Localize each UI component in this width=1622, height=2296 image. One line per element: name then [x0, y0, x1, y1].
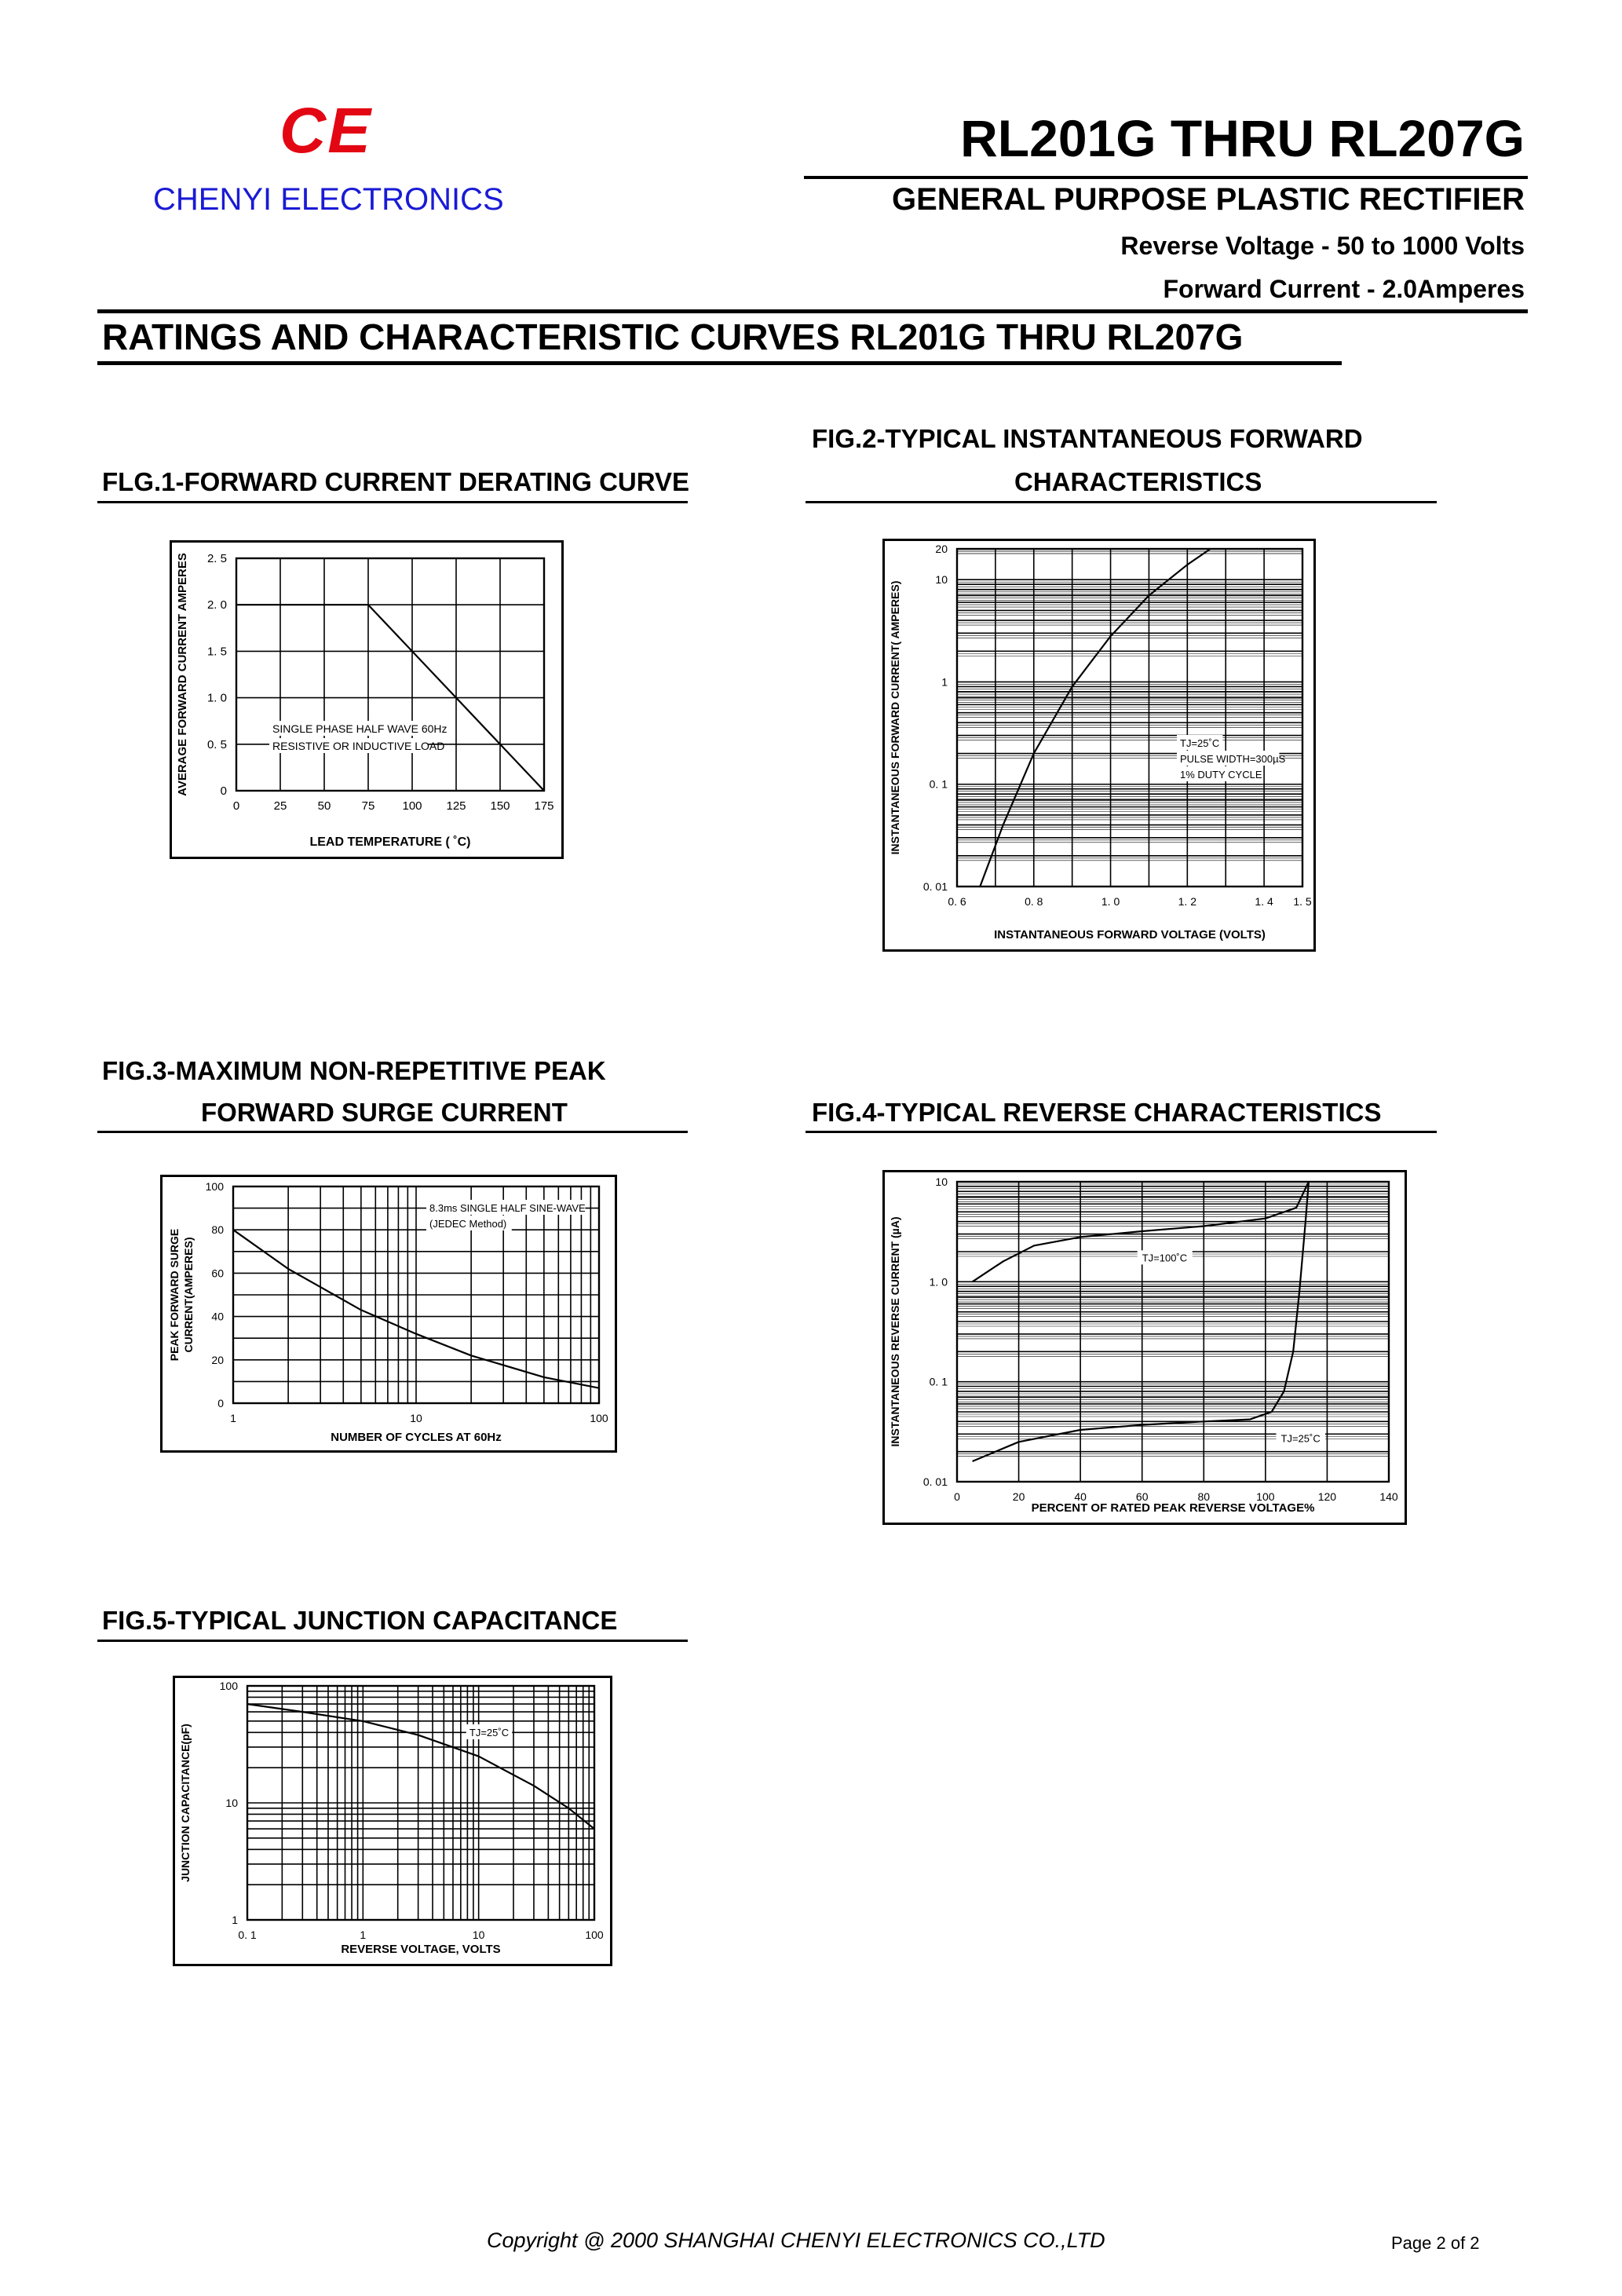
y-axis-label: AVERAGE FORWARD CURRENT AMPERES: [176, 553, 189, 796]
x-tick-label: 40: [1074, 1490, 1087, 1503]
fig4-title-rule: [806, 1131, 1437, 1133]
fig2-title-rule: [806, 501, 1437, 503]
x-tick-label: 175: [534, 799, 554, 813]
fig2-title-line2: CHARACTERISTICS: [1014, 467, 1262, 496]
fig3-title-line2: FORWARD SURGE CURRENT: [201, 1098, 568, 1127]
x-tick-label: 140: [1379, 1490, 1398, 1503]
section-heading: RATINGS AND CHARACTERISTIC CURVES RL201G THRU RL207G: [102, 316, 1244, 357]
x-tick-label: 10: [472, 1929, 485, 1941]
header-rule: [804, 176, 1528, 179]
x-tick-label: 50: [317, 799, 331, 813]
x-tick-label: 125: [446, 799, 466, 813]
series-label: TJ=25˚C: [1280, 1432, 1321, 1445]
x-tick-label: 60: [1135, 1490, 1149, 1503]
x-tick-label: 1: [360, 1929, 367, 1941]
data-series-line: [980, 549, 1210, 887]
y-tick-label: 10: [935, 1175, 948, 1188]
fig2-chart-svg: [885, 541, 1313, 949]
x-tick-label: 100: [585, 1929, 604, 1941]
y-tick-label: 0. 5: [206, 737, 227, 751]
chart-annotation: PULSE WIDTH=300µS: [1180, 753, 1286, 765]
chart-annotation: 8.3ms SINGLE HALF SINE-WAVE: [429, 1202, 586, 1214]
x-tick-label: 25: [273, 799, 287, 813]
chart-annotation: TJ=25˚C: [1180, 737, 1220, 749]
fig2-title-line1: FIG.2-TYPICAL INSTANTANEOUS FORWARD: [812, 424, 1363, 453]
y-tick-label: 60: [211, 1267, 224, 1280]
chart-annotation: 1% DUTY CYCLE: [1180, 769, 1262, 781]
x-tick-label: 120: [1317, 1490, 1337, 1503]
y-axis-label: INSTANTANEOUS REVERSE CURRENT (µA): [889, 1216, 901, 1447]
y-tick-label: 10: [935, 573, 948, 587]
x-axis-label: PERCENT OF RATED PEAK REVERSE VOLTAGE%: [1031, 1501, 1315, 1515]
y-tick-label: 1. 5: [206, 645, 227, 659]
y-tick-label: 0: [217, 1397, 224, 1409]
chart-annotation: SINGLE PHASE HALF WAVE 60Hz: [272, 722, 448, 735]
x-tick-label: 1: [230, 1412, 236, 1424]
chart-annotation: TJ=25˚C: [469, 1727, 510, 1738]
fig4-chart-svg: [885, 1172, 1405, 1523]
x-axis-label: INSTANTANEOUS FORWARD VOLTAGE (VOLTS): [994, 928, 1266, 941]
y-tick-label: 2. 0: [206, 598, 227, 612]
y-tick-label: 2. 5: [206, 552, 227, 565]
y-axis-label: JUNCTION CAPACITANCE(pF): [179, 1724, 192, 1882]
data-series-line: [247, 1704, 594, 1829]
x-tick-label: 0: [232, 799, 240, 813]
fig5-chart: [173, 1676, 612, 1966]
x-tick-label: 10: [410, 1412, 422, 1424]
product-subtitle: GENERAL PURPOSE PLASTIC RECTIFIER: [891, 182, 1525, 217]
y-tick-label: 40: [211, 1310, 224, 1323]
fig4-chart: [882, 1170, 1407, 1525]
fig3-chart: [160, 1175, 617, 1453]
fig3-title-rule: [97, 1131, 688, 1133]
y-tick-label: 1. 0: [929, 1275, 948, 1289]
y-tick-label: 10: [225, 1797, 238, 1809]
x-tick-label: 0. 8: [1025, 895, 1043, 908]
fig1-title: FLG.1-FORWARD CURRENT DERATING CURVE: [102, 467, 690, 496]
fig1-chart-svg: [172, 543, 561, 857]
y-tick-label: 0. 1: [929, 1375, 948, 1388]
x-tick-label: 1. 0: [1101, 895, 1120, 908]
company-name: CHENYI ELECTRONICS: [153, 182, 504, 217]
x-tick-label: 0. 6: [948, 895, 966, 908]
fig2-chart: [882, 539, 1316, 952]
y-axis-label-line2: CURRENT(AMPERES): [182, 1237, 195, 1353]
fig5-title-rule: [97, 1640, 688, 1642]
x-tick-label: 80: [1197, 1490, 1211, 1503]
forward-current-spec: Forward Current - 2.0Amperes: [1163, 275, 1525, 303]
y-tick-label: 0. 01: [922, 880, 948, 893]
y-tick-label: 1: [941, 675, 948, 689]
chart-annotation: (JEDEC Method): [429, 1218, 507, 1230]
x-axis-label: NUMBER OF CYCLES AT 60Hz: [331, 1431, 502, 1444]
fig1-title-rule: [97, 501, 688, 503]
fig3-chart-svg: [163, 1177, 615, 1450]
x-tick-label: 1. 5: [1293, 895, 1312, 908]
y-tick-label: 1. 0: [206, 691, 227, 705]
section-bottom-rule: [97, 361, 1342, 365]
x-tick-label: 20: [1012, 1490, 1025, 1503]
company-logo: CE: [279, 95, 372, 166]
section-top-rule: [97, 309, 1528, 313]
fig3-title-line1: FIG.3-MAXIMUM NON-REPETITIVE PEAK: [102, 1056, 606, 1085]
fig5-chart-svg: [175, 1678, 610, 1964]
fig4-title: FIG.4-TYPICAL REVERSE CHARACTERISTICS: [812, 1098, 1382, 1127]
x-tick-label: 75: [361, 799, 375, 813]
fig5-title: FIG.5-TYPICAL JUNCTION CAPACITANCE: [102, 1606, 618, 1635]
x-tick-label: 1. 4: [1255, 895, 1273, 908]
plot-frame: [957, 549, 1302, 887]
page-number: Page 2 of 2: [1391, 2233, 1480, 2253]
plot-frame: [236, 558, 544, 791]
copyright-footer: Copyright @ 2000 SHANGHAI CHENYI ELECTRONICS CO.,LTD: [487, 2228, 1105, 2252]
x-axis-label: REVERSE VOLTAGE, VOLTS: [341, 1943, 501, 1956]
x-tick-label: 1. 2: [1178, 895, 1197, 908]
y-tick-label: 100: [219, 1680, 238, 1692]
chart-annotation: RESISTIVE OR INDUCTIVE LOAD: [272, 740, 445, 752]
x-tick-label: 0. 1: [238, 1929, 257, 1941]
x-tick-label: 100: [590, 1412, 608, 1424]
x-tick-label: 100: [1256, 1490, 1275, 1503]
x-tick-label: 150: [490, 799, 510, 813]
y-tick-label: 1: [232, 1914, 238, 1926]
x-tick-label: 100: [402, 799, 422, 813]
y-tick-label: 100: [205, 1180, 224, 1193]
y-axis-label: INSTANTANEOUS FORWARD CURRENT( AMPERES): [889, 580, 901, 855]
y-tick-label: 0. 1: [929, 777, 948, 791]
reverse-voltage-spec: Reverse Voltage - 50 to 1000 Volts: [1120, 232, 1525, 260]
fig1-chart: [170, 540, 564, 859]
y-tick-label: 0. 01: [922, 1475, 948, 1488]
x-tick-label: 0: [954, 1490, 960, 1503]
y-axis-label-line1: PEAK FORWARD SURGE: [168, 1228, 181, 1362]
x-axis-label: LEAD TEMPERATURE ( ˚C): [309, 835, 471, 849]
y-tick-label: 20: [935, 543, 948, 555]
y-tick-label: 0: [220, 784, 227, 798]
part-range-title: RL201G THRU RL207G: [960, 109, 1525, 167]
y-tick-label: 20: [211, 1353, 224, 1366]
series-label: TJ=100˚C: [1142, 1252, 1188, 1264]
y-tick-label: 80: [211, 1223, 224, 1237]
